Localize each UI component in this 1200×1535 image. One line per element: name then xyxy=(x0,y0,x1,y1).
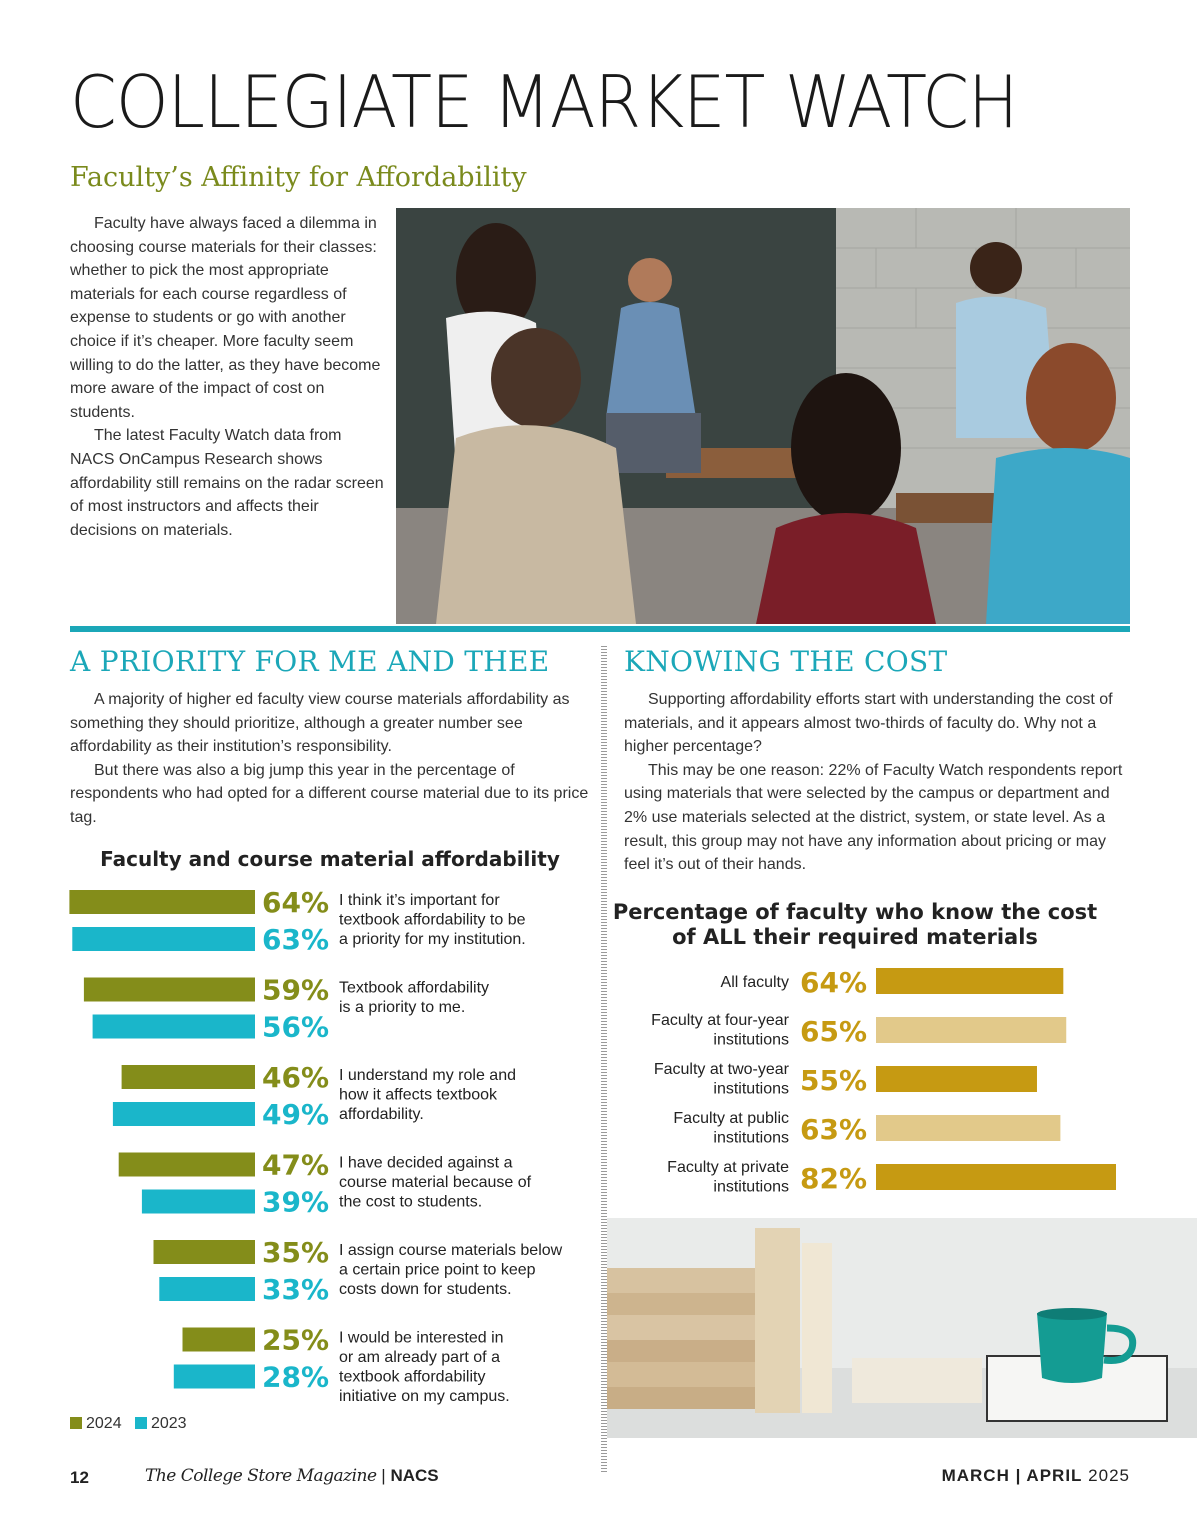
cost-category-0: All faculty xyxy=(720,974,789,991)
issue-year: 2025 xyxy=(1088,1466,1130,1485)
cost-category-2: Faculty at two-year institutions xyxy=(653,1061,789,1098)
cost-bar-2 xyxy=(876,1066,1037,1092)
bar-value-2024-5: 25% xyxy=(262,1323,330,1357)
bar-2023-3 xyxy=(142,1190,255,1214)
issue-date xyxy=(942,1466,1130,1486)
cost-bar-4 xyxy=(876,1164,1116,1190)
footer-separator: | xyxy=(381,1466,386,1485)
cost-bar-0 xyxy=(876,968,1063,994)
legend-label-2023: 2023 xyxy=(150,1415,187,1432)
cost-value-4: 82% xyxy=(800,1162,868,1195)
bar-value-2023-1: 56% xyxy=(262,1010,330,1044)
bar-value-2024-0: 64% xyxy=(262,886,330,919)
left-paragraph: A majority of higher ed faculty view course materials affordability as something they should prioritize, although a greater number see affordability as their institution’s responsibility. xyxy=(70,691,570,756)
bar-value-2024-3: 47% xyxy=(262,1148,330,1182)
left-section-body xyxy=(70,688,590,830)
affordability-chart xyxy=(0,840,600,1440)
cost-category-3: Faculty at public institutions xyxy=(673,1110,789,1147)
cost-bar-3 xyxy=(876,1115,1060,1141)
left-chart-title: Faculty and course material affordability xyxy=(100,847,560,871)
right-section-heading: KNOWING THE COST xyxy=(624,645,948,678)
publisher-name: NACS xyxy=(390,1466,439,1485)
bar-2024-5 xyxy=(183,1328,256,1352)
cost-value-1: 65% xyxy=(800,1015,868,1048)
cost-value-0: 64% xyxy=(800,966,868,999)
page-number: 12 xyxy=(70,1468,89,1487)
legend-label-2024: 2024 xyxy=(86,1415,122,1432)
chart-legend xyxy=(70,1415,187,1433)
magazine-name: The College Store Magazine xyxy=(145,1466,377,1486)
bar-2024-3 xyxy=(119,1153,255,1177)
category-label-2: I understand my role and how it affects textbook affordability. xyxy=(339,1067,516,1123)
category-label-3: I have decided against a course material because of the cost to students. xyxy=(339,1154,532,1211)
bar-value-2023-3: 39% xyxy=(262,1185,330,1219)
bar-2024-2 xyxy=(122,1065,255,1089)
cost-bar-1 xyxy=(876,1017,1066,1043)
category-label-1: Textbook affordability is a priority to me. xyxy=(339,979,490,1016)
page-title: COLLEGIATE MARKET WATCH xyxy=(70,60,1018,144)
issue-months: MARCH | APRIL xyxy=(941,1466,1083,1485)
magazine-credit xyxy=(145,1466,439,1486)
books-photo xyxy=(607,1218,1197,1438)
left-paragraph: But there was also a big jump this year in the percentage of respondents who had opted for a different course material due to its price tag. xyxy=(70,761,589,826)
cost-category-4: Faculty at private institutions xyxy=(667,1159,789,1196)
right-paragraph: Supporting affordability efforts start with understanding the cost of materials, and it appears almost two-thirds of faculty do. Why not a higher percentage? xyxy=(624,691,1113,756)
classroom-photo xyxy=(396,208,1130,624)
category-label-0: I think it’s important for textbook affordability to be a priority for my institution. xyxy=(339,892,526,948)
category-label-4: I assign course materials below a certain price point to keep costs down for students. xyxy=(339,1242,563,1298)
bar-2024-0 xyxy=(69,890,255,914)
bar-2023-2 xyxy=(113,1102,255,1126)
bar-2023-5 xyxy=(174,1365,255,1389)
right-chart-title: Percentage of faculty who know the cost of ALL their required materials xyxy=(612,900,1098,949)
intro-paragraph: Faculty have always faced a dilemma in choosing course materials for their classes: whether to pick the most appropriate materials for each course regardless of expense to students or go with another choice if it’s cheaper. More faculty seem willing to do the latter, as they have become more aware of the impact of cost on students. xyxy=(70,215,381,421)
know-cost-chart xyxy=(610,895,1130,1205)
bar-2024-1 xyxy=(84,978,255,1002)
cost-value-3: 63% xyxy=(800,1113,868,1146)
bar-value-2023-0: 63% xyxy=(262,923,330,956)
bar-value-2023-2: 49% xyxy=(262,1098,330,1131)
bar-value-2023-5: 28% xyxy=(262,1360,330,1394)
bar-value-2023-4: 33% xyxy=(262,1273,330,1306)
category-label-5: I would be interested in or am already part of a textbook affordability initiative on my campus. xyxy=(339,1329,510,1405)
cost-value-2: 55% xyxy=(800,1064,868,1097)
right-section-body xyxy=(624,688,1134,877)
article-subtitle: Faculty’s Affinity for Affordability xyxy=(70,162,527,193)
right-paragraph: This may be one reason: 22% of Faculty Watch respondents report using materials that were selected by the campus or department and 2% use materials selected at the district, system, or state level. As a result, this group may not have any information about pricing or may feel it’s out of their hands. xyxy=(624,761,1123,874)
bar-value-2024-4: 35% xyxy=(262,1236,330,1269)
legend-swatch-2023 xyxy=(135,1417,147,1429)
bar-2023-1 xyxy=(93,1015,255,1039)
intro-text xyxy=(70,212,388,542)
section-rule xyxy=(70,626,1130,632)
cost-category-1: Faculty at four-year institutions xyxy=(651,1012,789,1049)
bar-value-2024-1: 59% xyxy=(262,973,330,1007)
left-section-heading: A PRIORITY FOR ME AND THEE xyxy=(70,645,550,678)
bar-2024-4 xyxy=(154,1240,256,1264)
bar-2023-4 xyxy=(159,1277,255,1301)
bar-value-2024-2: 46% xyxy=(262,1061,330,1094)
bar-2023-0 xyxy=(72,927,255,951)
legend-swatch-2024 xyxy=(70,1417,82,1429)
intro-paragraph: The latest Faculty Watch data from NACS OnCampus Research shows affordability still remains on the radar screen of most instructors and affects their decisions on materials. xyxy=(70,427,384,539)
